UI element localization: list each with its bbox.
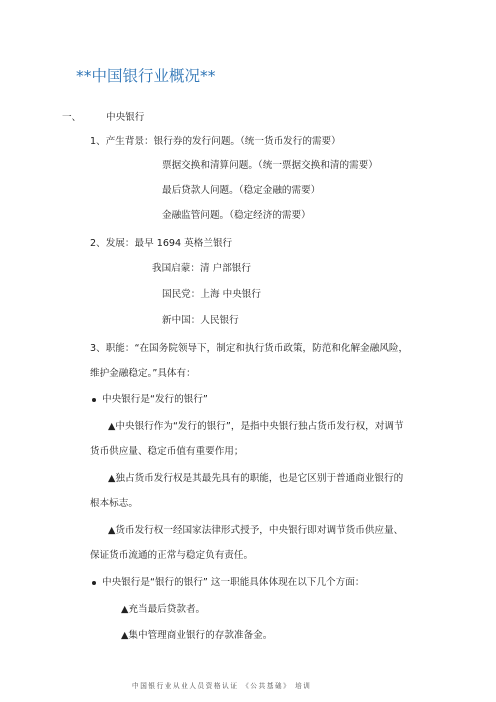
para1-line2: 货币供应量、稳定币值有重要作用；	[90, 446, 244, 457]
item1-line4: 金融监管问题。（稳定经济的需要）	[162, 210, 311, 221]
page-title: **中国银行业概况**	[76, 67, 216, 85]
section-number: 一、	[62, 112, 82, 123]
item3-continuation: 维护金融稳定。”具体有：	[90, 368, 196, 379]
para1-line1: ▲中央银行作为“发行的银行”，是指中央银行独占货币发行权，对调节	[108, 421, 404, 432]
para2-line2: 根本标志。	[90, 498, 138, 509]
para3-line2: 保证货币流通的正常与稳定负有责任。	[90, 550, 254, 561]
section-heading: 中央银行	[106, 112, 145, 123]
item1-line2: 票据交换和清算问题。（统一票据交换和清的需要）	[162, 160, 378, 171]
para2-line1: ▲独占货币发行权是其最先具有的职能，也是它区别于普通商业银行的	[108, 473, 404, 484]
bullet-dot	[92, 581, 96, 585]
item1-line3: 最后贷款人问题。（稳定金融的需要）	[162, 185, 321, 196]
bullet-dot	[92, 398, 96, 402]
item2-label: 2、发展：最早 1694 英格兰银行	[90, 238, 233, 249]
bullet1-text: 中央银行是“发行的银行”	[102, 394, 208, 405]
item2-line2: 我国启蒙：清 户部银行	[152, 263, 251, 274]
sub-item-2: ▲集中管理商业银行的存款准备金。	[121, 630, 273, 641]
page-footer: 中国银行业从业人员资格认证 《公共基础》 培训	[132, 682, 312, 690]
para3-line1: ▲货币发行权一经国家法律形式授予，中央银行即对调节货币供应量、	[108, 525, 404, 536]
item2-line3: 国民党：上海 中央银行	[162, 289, 261, 300]
sub-item-1: ▲充当最后贷款者。	[121, 604, 206, 615]
item1-label: 1、产生背景：银行券的发行问题。（统一货币发行的需要）	[90, 136, 341, 147]
item2-line4: 新中国：人民银行	[162, 315, 239, 326]
bullet2-text: 中央银行是“银行的银行” 这一职能具体体现在以下几个方面：	[102, 577, 365, 588]
item3-label: 3、职能：“在国务院领导下，制定和执行货币政策，防范和化解金融风险，	[90, 343, 409, 354]
